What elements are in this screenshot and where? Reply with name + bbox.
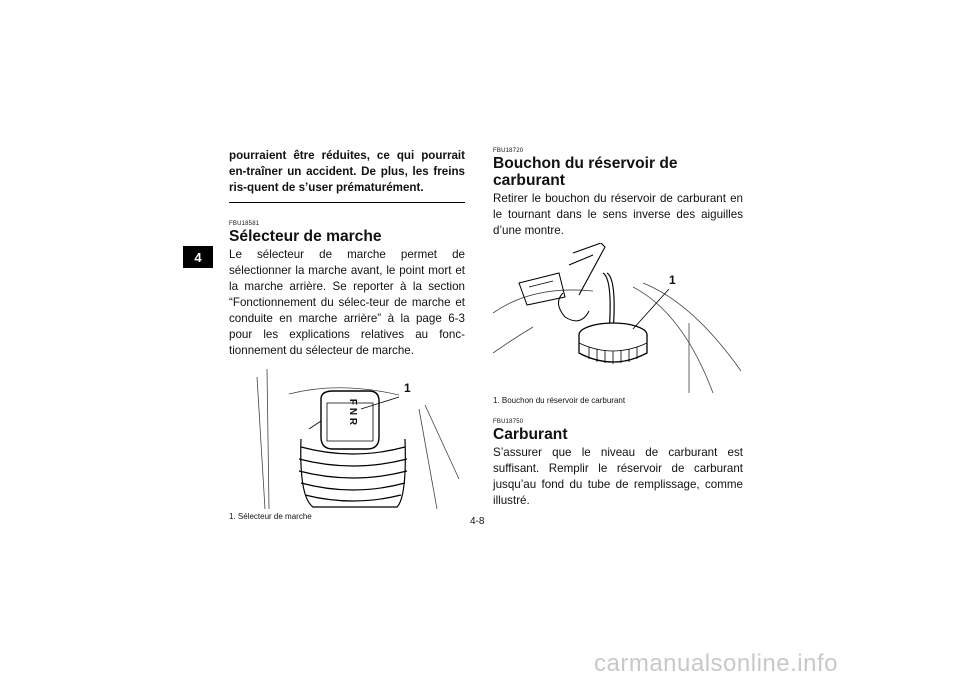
callout-1-cap: 1 [669, 273, 676, 287]
section-body-carburant: S’assurer que le niveau de carburant est suffisant. Remplir le réservoir de carburant jusqu’au fond du tube de remplissage, comme illustré. [493, 446, 743, 507]
caption-fuel-cap: 1. Bouchon du réservoir de carburant [493, 396, 626, 405]
figure-fuel-cap [493, 243, 743, 393]
right-column [493, 148, 743, 509]
watermark: carmanualsonline.info [594, 650, 838, 677]
shift-lever-illustration [229, 369, 465, 509]
section-code-bouchon: FBU18720 [493, 148, 524, 154]
section-code-carburant: FBU18750 [493, 419, 524, 425]
section-title-carburant: Carburant [493, 426, 568, 443]
knob-letter-r: R [347, 417, 359, 426]
fuel-cap-illustration [493, 243, 743, 393]
warning-continuation: pourraient être réduites, ce qui pourrait en-traîner un accident. De plus, les freins ris-quent de s’user prématurément. [229, 148, 465, 203]
knob-letter-n: N [347, 407, 359, 416]
knob-letters [347, 399, 357, 425]
section-code: FBU18581 [229, 221, 260, 227]
left-column [229, 148, 465, 521]
section-title-selecteur: Sélecteur de marche [229, 228, 382, 245]
knob-letter-f: F [347, 398, 359, 406]
section-title-bouchon: Bouchon du réservoir de carburant [493, 155, 678, 189]
caption-shift-lever: 1. Sélecteur de marche [229, 512, 312, 521]
figure-shift-lever [229, 369, 465, 509]
chapter-tab: 4 [183, 246, 213, 268]
callout-1-shift: 1 [404, 381, 411, 395]
section-body-selecteur: Le sélecteur de marche permet de sélectionner la marche avant, le point mort et la marche arrière. Se reporter à la section “Fonctionnement du sélec-teur de marche et conduite en marche arrière” à la page 6-3 pour les explications relatives au fonc-tionnement du sélecteur de marche. [229, 248, 465, 357]
section-body-bouchon: Retirer le bouchon du réservoir de carburant en le tournant dans le sens inverse des aiguilles d’une montre. [493, 192, 743, 237]
page-number: 4-8 [470, 516, 485, 527]
